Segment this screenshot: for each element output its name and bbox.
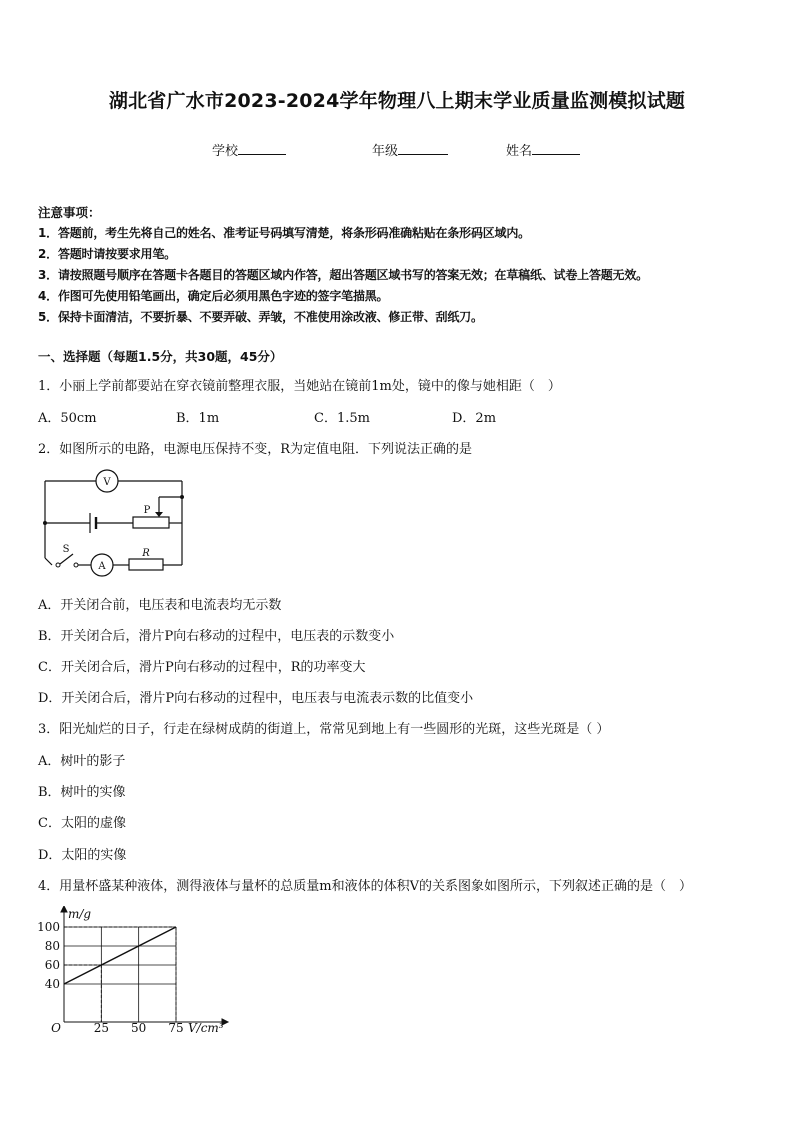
q3-option-b[interactable]: B．树叶的实像 — [38, 785, 126, 800]
slider-arrowhead — [155, 512, 163, 517]
y-axis-arrow — [61, 906, 67, 912]
q3-option-d[interactable]: D．太阳的实像 — [38, 848, 127, 863]
rheostat-symbol — [133, 517, 169, 528]
name-field — [506, 140, 580, 159]
resistor-label: R — [142, 548, 150, 559]
grade-blank[interactable] — [398, 141, 448, 155]
x-tick-label: 50 — [131, 1021, 147, 1034]
school-label: 学校 — [212, 144, 239, 159]
junction-left — [43, 521, 47, 525]
name-blank[interactable] — [532, 141, 580, 155]
q2-option-a[interactable]: A．开关闭合前，电压表和电流表均无示数 — [38, 598, 282, 613]
circuit-wire-bottom-corner — [45, 558, 52, 565]
q3-option-a[interactable]: A．树叶的影子 — [38, 754, 126, 769]
y-tick-label: 40 — [44, 977, 60, 991]
switch-blade — [60, 554, 73, 564]
y-tick-label: 60 — [44, 958, 60, 972]
y-tick-label: 100 — [37, 920, 60, 934]
note-item: 5．保持卡面清洁，不要折暴、不要弄破、弄皱，不准使用涂改液、修正带、刮纸刀。 — [38, 310, 483, 324]
question-2-stem: 2．如图所示的电路，电源电压保持不变，R为定值电阻．下列说法正确的是 — [38, 442, 473, 457]
junction-right — [180, 495, 184, 499]
x-axis-label: V/cm³ — [188, 1021, 224, 1034]
series-line — [64, 927, 176, 984]
note-item: 4．作图可先使用铅笔画出，确定后必须用黑色字迹的签字笔描黑。 — [38, 289, 389, 303]
switch-label: S — [62, 544, 70, 555]
q2-option-b[interactable]: B．开关闭合后，滑片P向右移动的过程中，电压表的示数变小 — [38, 629, 395, 644]
q1-option-c[interactable]: C．1.5m — [314, 411, 370, 426]
voltmeter-label: V — [103, 477, 111, 488]
origin-label: O — [51, 1021, 61, 1034]
note-item: 1．答题前，考生先将自己的姓名、准考证号码填写清楚，将条形码准确粘贴在条形码区域内。 — [38, 226, 530, 240]
school-field — [212, 140, 286, 159]
switch-contact-left — [56, 563, 60, 567]
note-item: 3．请按照题号顺序在答题卡各题目的答题区域内作答，超出答题区域书写的答案无效；在草稿纸、试卷上答题无效。 — [38, 268, 648, 282]
grade-field — [372, 140, 448, 159]
y-axis-label: m/g — [68, 907, 92, 921]
grade-label: 年级 — [372, 144, 399, 159]
school-blank[interactable] — [238, 141, 286, 155]
note-item: 2．答题时请按要求用笔。 — [38, 247, 176, 261]
q3-option-c[interactable]: C．太阳的虚像 — [38, 816, 126, 831]
q2-option-d[interactable]: D．开关闭合后，滑片P向右移动的过程中，电压表与电流表示数的比值变小 — [38, 691, 474, 706]
q2-option-c[interactable]: C．开关闭合后，滑片P向右移动的过程中，R的功率变大 — [38, 660, 366, 675]
section-title: 一、选择题（每题1.5分，共30题，45分） — [38, 349, 283, 364]
name-label: 姓名 — [506, 144, 533, 159]
question-4-stem: 4．用量杯盛某种液体，测得液体与量杯的总质量m和液体的体积V的关系图象如图所示，下列叙述正确的是（ ） — [38, 879, 692, 894]
q1-option-d[interactable]: D．2m — [452, 411, 497, 426]
question-1-stem: 1．小丽上学前都要站在穿衣镜前整理衣服，当她站在镜前1m处，镜中的像与她相距（ ） — [38, 379, 561, 394]
q1-option-a[interactable]: A．50cm — [38, 411, 97, 426]
mass-volume-graph — [36, 906, 236, 1034]
q1-option-b[interactable]: B．1m — [176, 411, 220, 426]
notes-title: 注意事项： — [38, 205, 101, 220]
page-title: 湖北省广水市2023-2024学年物理八上期末学业质量监测模拟试题 — [108, 90, 686, 112]
x-tick-label: 25 — [93, 1021, 109, 1034]
x-tick-label: 75 — [168, 1021, 184, 1034]
question-3-stem: 3．阳光灿烂的日子，行走在绿树成荫的街道上，常常见到地上有一些圆形的光斑，这些光斑是（ ） — [38, 722, 610, 737]
resistor-symbol — [129, 559, 163, 570]
switch-contact-right — [74, 563, 78, 567]
slider-label: P — [143, 505, 151, 516]
ammeter-label: A — [98, 561, 106, 572]
y-tick-label: 80 — [44, 939, 60, 953]
circuit-diagram — [36, 466, 196, 582]
